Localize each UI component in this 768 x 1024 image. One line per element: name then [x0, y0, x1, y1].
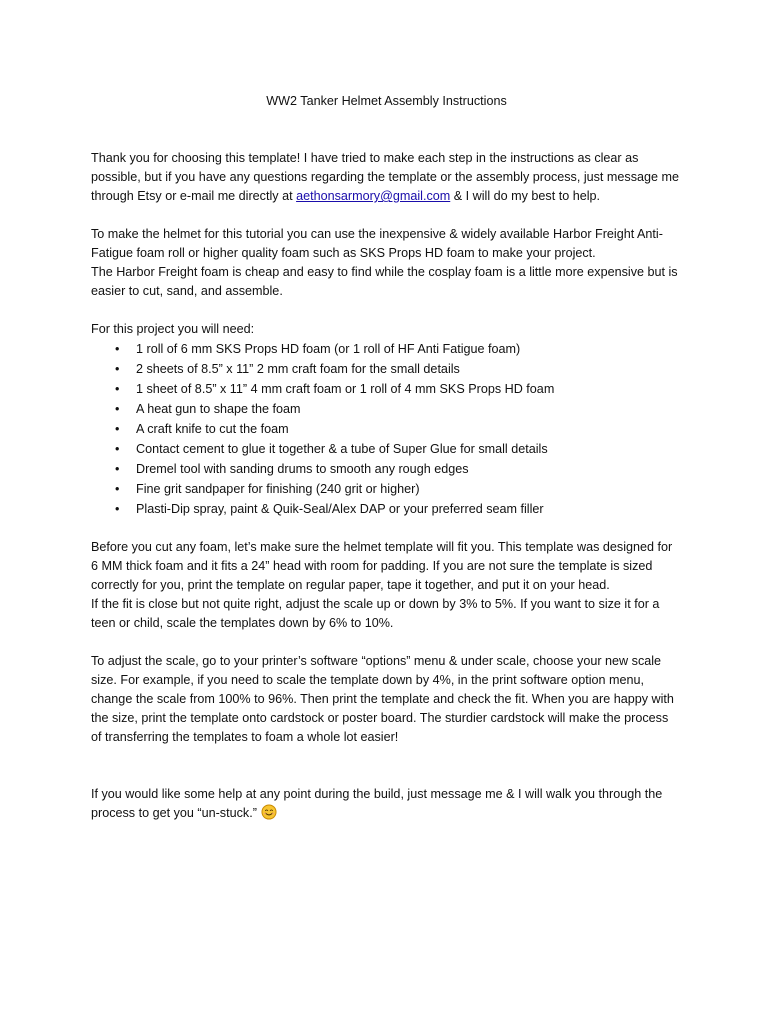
list-item-text: A craft knife to cut the foam — [136, 422, 289, 436]
bullet-icon: • — [115, 422, 120, 436]
list-item — [91, 439, 682, 459]
spacer — [91, 206, 682, 225]
list-item — [91, 479, 682, 499]
bullet-icon: • — [115, 462, 120, 476]
list-item-text: Contact cement to glue it together & a tube of Super Glue for small details — [136, 442, 548, 456]
email-link[interactable]: aethonsarmory@gmail.com — [296, 189, 451, 203]
intro-text-end: & I will do my best to help. — [453, 189, 601, 203]
list-item — [91, 359, 682, 379]
intro-text: Thank you for choosing this template! I have tried to make each step in the instructions as clear as possible, but if you have any questions regarding the template or the assembly process, just message me through Etsy or e-mail me directly at — [91, 151, 680, 203]
list-item-text: Plasti-Dip spray, paint & Quik-Seal/Alex DAP or your preferred seam filler — [136, 502, 544, 516]
list-item — [91, 459, 682, 479]
page-title: WW2 Tanker Helmet Assembly Instructions — [266, 94, 507, 108]
fit-paragraph-1: Before you cut any foam, let’s make sure the helmet template will fit you. This template was designed for 6 MM thick foam and it fits a 24” head with room for padding. If you are not sure the template is sized correctly for you, print the template on regular paper, tape it together, and put it on your head. — [91, 540, 673, 592]
bullet-icon: • — [115, 382, 120, 396]
bullet-icon: • — [115, 362, 120, 376]
scale-paragraph: To adjust the scale, go to your printer’s software “options” menu & under scale, choose your new scale size. For example, if you need to scale the template down by 4%, in the print software option menu, change the scale from 100% to 96%. Then print the template and check the fit. When you are happy with the size, print the template onto cardstock or poster board. The sturdier cardstock will make the process of transferring the templates to foam a whole lot easier! — [91, 654, 674, 744]
list-item — [91, 419, 682, 439]
spacer — [91, 633, 682, 652]
closing-paragraph — [91, 785, 682, 823]
fit-paragraph-2: If the fit is close but not quite right, adjust the scale up or down by 3% to 5%. If you want to size it for a teen or child, scale the templates down by 6% to 10%. — [91, 597, 660, 630]
materials-heading: For this project you will need: — [91, 322, 255, 336]
list-item-text: Fine grit sandpaper for finishing (240 grit or higher) — [136, 482, 420, 496]
list-item — [91, 399, 682, 419]
list-item-text: 2 sheets of 8.5” x 11” 2 mm craft foam for the small details — [136, 362, 460, 376]
foam-paragraph-1: To make the helmet for this tutorial you can use the inexpensive & widely available Harbor Freight Anti-Fatigue foam roll or higher quality foam such as SKS Props HD foam to make your project. — [91, 227, 663, 260]
list-item-text: Dremel tool with sanding drums to smooth any rough edges — [136, 462, 469, 476]
bullet-icon: • — [115, 442, 120, 456]
bullet-icon: • — [115, 502, 120, 516]
spacer — [91, 301, 682, 320]
list-item — [91, 379, 682, 399]
bullet-icon: • — [115, 342, 120, 356]
list-item-text: 1 roll of 6 mm SKS Props HD foam (or 1 roll of HF Anti Fatigue foam) — [136, 342, 521, 356]
list-item — [91, 339, 682, 359]
bullet-icon: • — [115, 402, 120, 416]
spacer — [91, 747, 682, 785]
intro-paragraph — [91, 149, 682, 206]
list-item — [91, 499, 682, 519]
closing-text: If you would like some help at any point during the build, just message me & I will walk you through the process to get you “un-stuck.” — [91, 787, 663, 820]
foam-paragraph-2: The Harbor Freight foam is cheap and easy to find while the cosplay foam is a little more expensive but is easier to cut, sand, and assemble. — [91, 265, 678, 298]
materials-list — [91, 339, 682, 519]
list-item-text: 1 sheet of 8.5” x 11” 4 mm craft foam or 1 roll of 4 mm SKS Props HD foam — [136, 382, 555, 396]
spacer — [91, 519, 682, 538]
smiling-face-icon — [261, 804, 277, 820]
bullet-icon: • — [115, 482, 120, 496]
list-item-text: A heat gun to shape the foam — [136, 402, 301, 416]
